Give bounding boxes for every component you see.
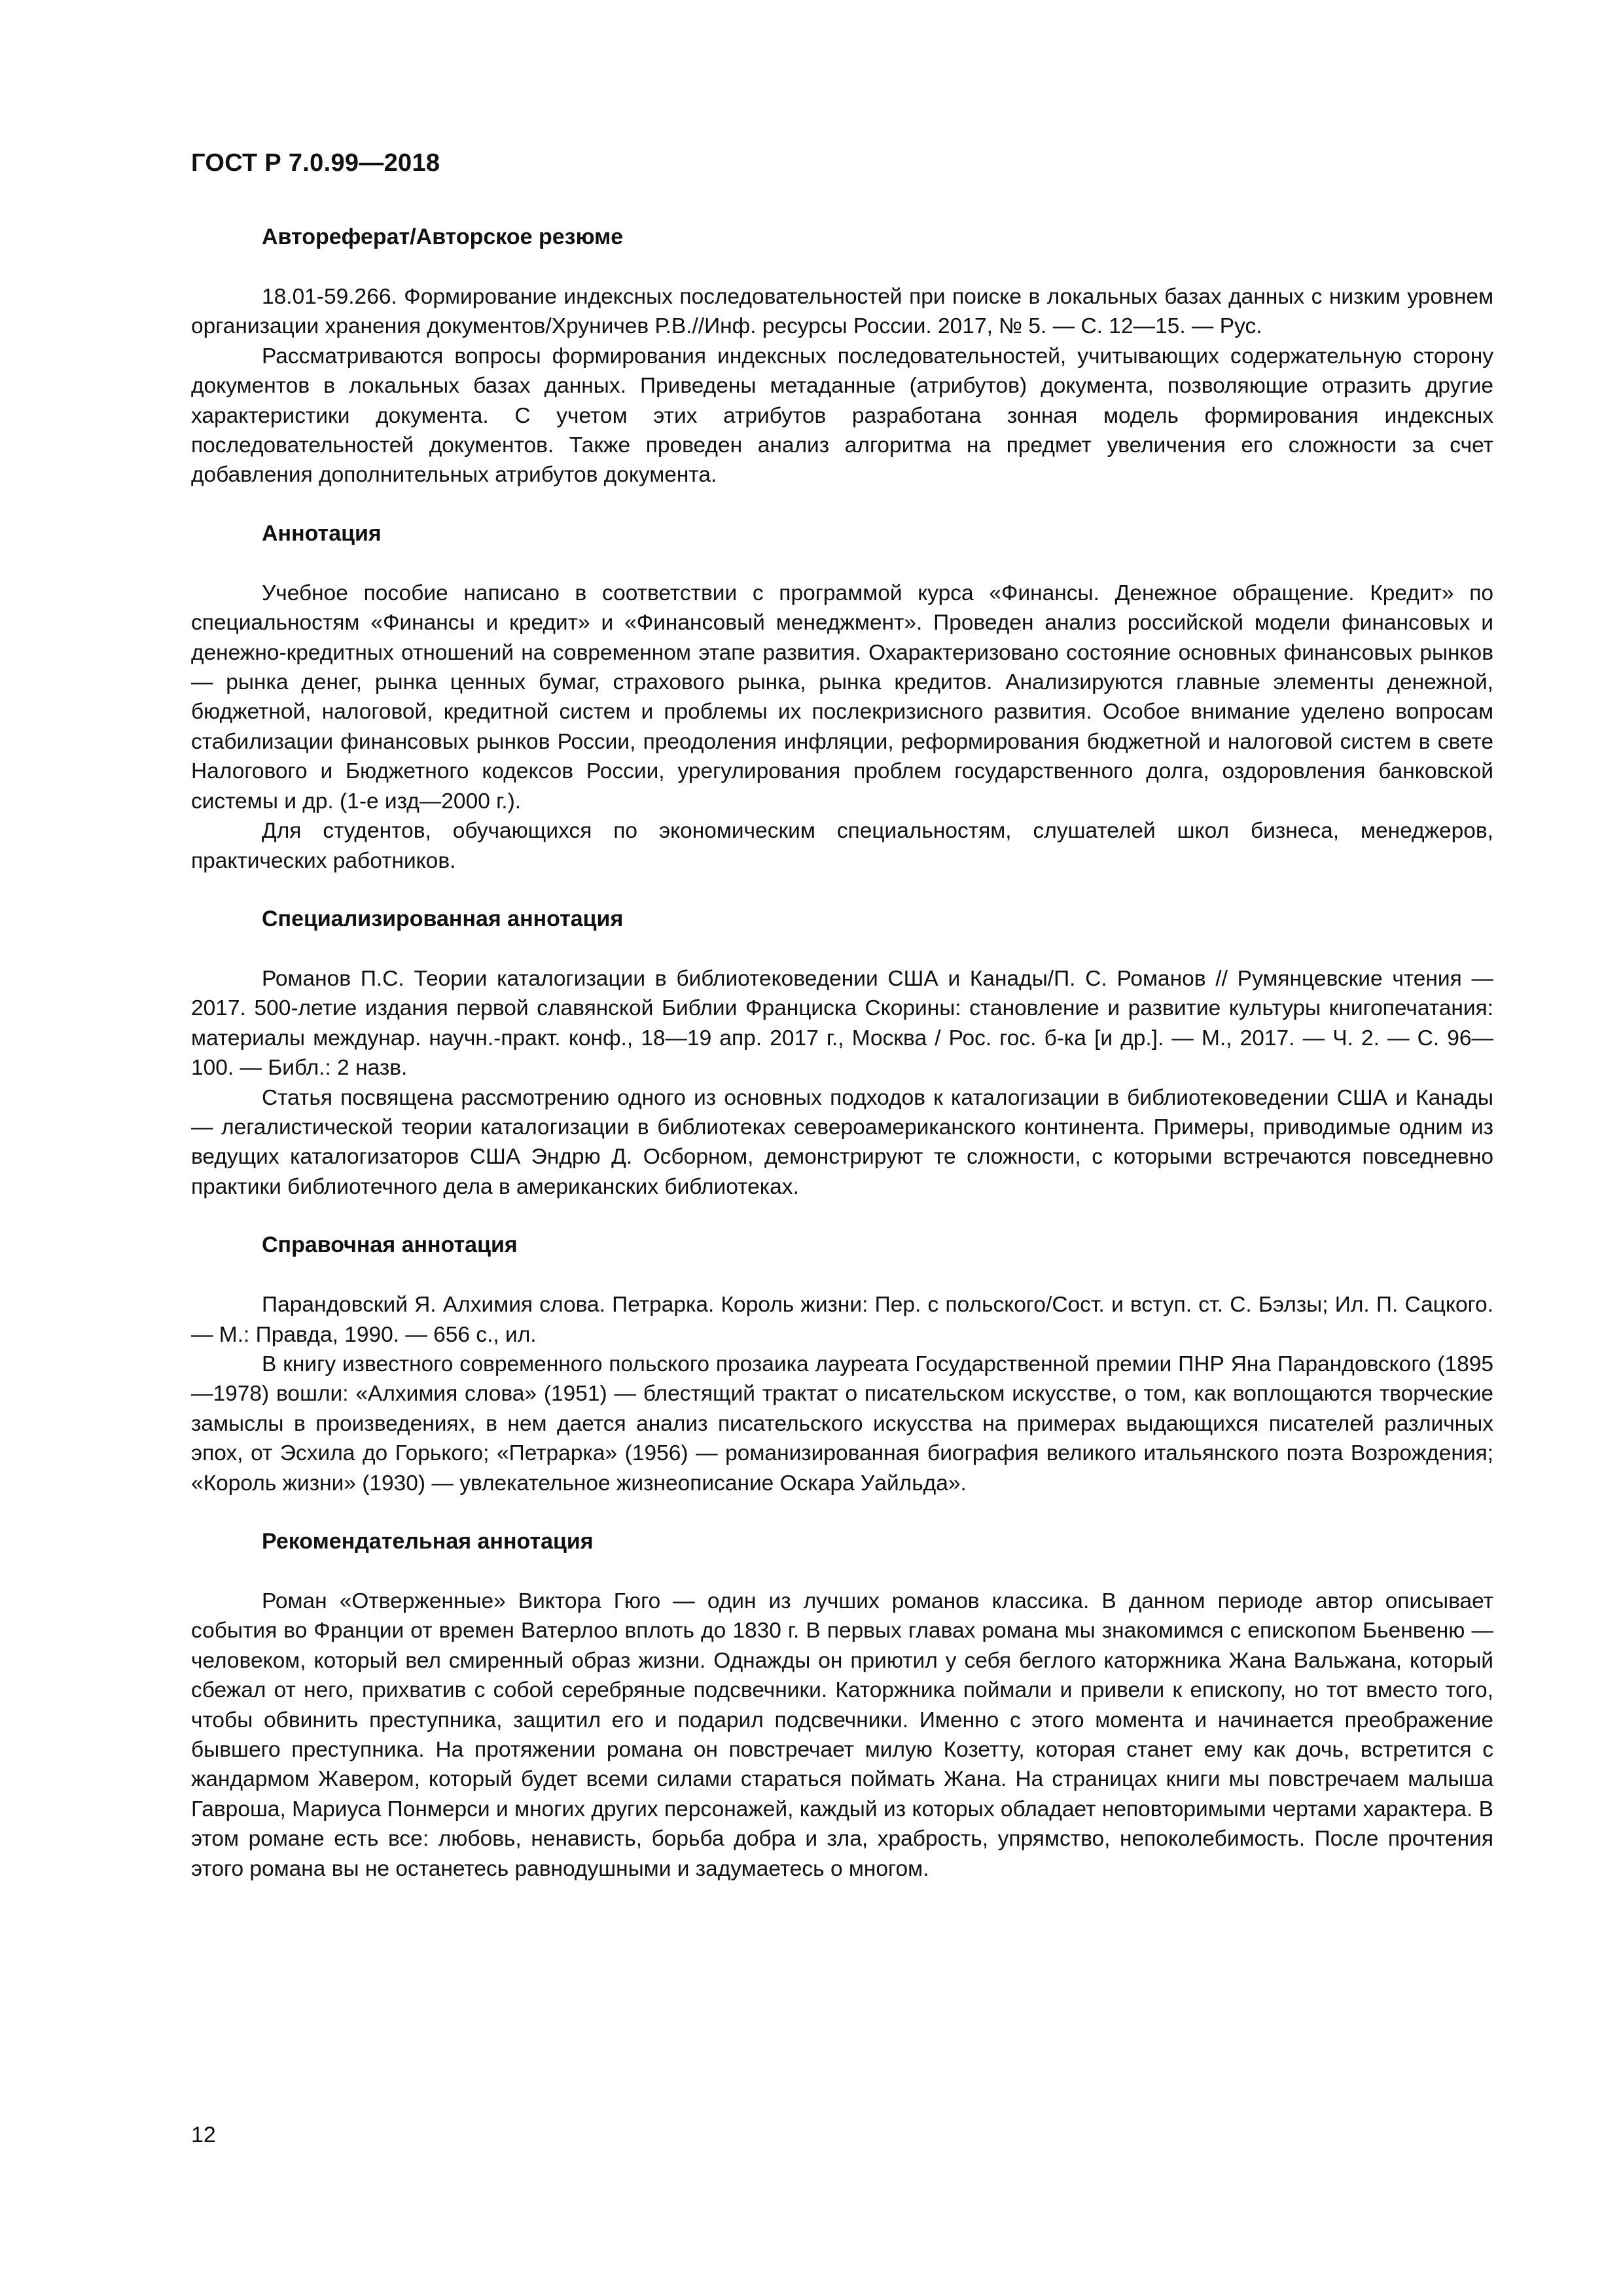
section-author-abstract (191, 223, 1493, 490)
paragraph: В книгу известного современного польского прозаика лауреата Государственной премии ПНР Яна Парандовского (1895—1978) вошли: «Алхимия слова» (1951) — блестящий трактат о писательском искусстве, о том, как воплощаются творческие замыслы в произведениях, в нем дается анализ писательского искусства на примерах выдающихся писателей различных эпох, от Эсхила до Горького; «Петрарка» (1956) — романизированная биография великого итальянского поэта Возрождения; «Король жизни» (1930) — увлекательное жизнеописание Оскара Уайльда». (191, 1352, 1493, 1496)
bibliographic-record: 18.01-59.266. Формирование индексных последовательностей при поиске в локальных базах данных с низким уровнем организации хранения документов/Хруничев Р.В.//Инф. ресурсы России. 2017, № 5. — С. 12—15. — Рус. (191, 285, 1493, 339)
section-recommendation-annotation (191, 1527, 1493, 1884)
section-title: Аннотация (262, 520, 382, 546)
section-title: Рекомендательная аннотация (262, 1529, 594, 1554)
bibliographic-record: Романов П.С. Теории каталогизации в библиотековедении США и Канады/П. С. Романов // Румянцевские чтения — 2017. 500-летие издания первой славянской Библии Франциска Скорины: становление и развитие культуры книгопечатания: материалы междунар. научн.-практ. конф., 18—19 апр. 2017 г., Москва / Рос. гос. б-ка [и др.]. — М., 2017. — Ч. 2. — С. 96—100. — Библ.: 2 назв. (191, 966, 1493, 1081)
document-body (191, 223, 1493, 1912)
bibliographic-record: Парандовский Я. Алхимия слова. Петрарка. Король жизни: Пер. с польского/Сост. и вступ. ст. С. Бэлзы; Ил. П. Сацкого. — М.: Правда, 1990. — 656 с., ил. (191, 1293, 1493, 1347)
paragraph: Статья посвящена рассмотрению одного из основных подходов к каталогизации в библиотековедении США и Канады — легалистической теории каталогизации в библиотеках североамериканского континента. Примеры, приводимые одним из ведущих каталогизаторов США Эндрю Д. Осборном, демонстрируют те сложности, с которыми встречаются повседневно практики библиотечного дела в американских библиотеках. (191, 1085, 1493, 1199)
paragraph: Для студентов, обучающихся по экономическим специальностям, слушателей школ бизнеса, менеджеров, практических работников. (191, 819, 1493, 873)
section-specialized-annotation (191, 905, 1493, 1202)
section-title: Справочная аннотация (262, 1232, 518, 1258)
paragraph: Учебное пособие написано в соответствии с программой курса «Финансы. Денежное обращение. Кредит» по специальностям «Финансы и кредит» и «Финансовый менеджмент». Проведен анализ российской модели финансовых и денежно-кредитных отношений на современном этапе развития. Охарактеризовано состояние основных финансовых рынков — рынка денег, рынка ценных бумаг, страхового рынка, рынка кредитов. Анализируются главные элементы денежной, бюджетной, налоговой, кредитной систем и проблемы их послекризисного развития. Особое внимание уделено вопросам стабилизации финансовых рынков России, преодоления инфляции, реформирования бюджетной и налоговой систем в свете Налогового и Бюджетного кодексов России, урегулирования проблем государственного долга, оздоровления банковской системы и др. (1-е изд—2000 г.). (191, 581, 1493, 814)
page-number: 12 (191, 2123, 216, 2147)
section-title: Автореферат/Авторское резюме (262, 224, 624, 249)
paragraph: Рассматриваются вопросы формирования индексных последовательностей, учитывающих содержательную сторону документов в локальных базах данных. Приведены метаданные (атрибутов) документа, позволяющие отразить другие характеристики документа. С учетом этих атрибутов разработана зонная модель формирования индексных последовательностей документов. Также проведен анализ алгоритма на предмет увеличения его сложности за счет добавления дополнительных атрибутов документа. (191, 344, 1493, 488)
document-code: ГОСТ Р 7.0.99—2018 (191, 149, 440, 177)
section-reference-annotation (191, 1230, 1493, 1498)
paragraph: Роман «Отверженные» Виктора Гюго — один из лучших романов классика. В данном периоде автор описывает события во Франции от времен Ватерлоо вплоть до 1830 г. В первых главах романа мы знакомимся с епископом Бьенвеню — человеком, который вел смиренный образ жизни. Однажды он приютил у себя беглого каторжника Жана Вальжана, который сбежал от него, прихватив с собой серебряные подсвечники. Каторжника поймали и привели к епископу, но тот вместо того, чтобы обвинить преступника, защитил его и подарил подсвечники. Именно с этого момента и начинается преображение бывшего преступника. На протяжении романа он повстречает милую Козетту, которая станет ему как дочь, встретится с жандармом Жавером, который будет всеми силами стараться поймать Жана. На страницах книги мы повстречаем малыша Гавроша, Мариуса Понмерси и многих других персонажей, каждый из которых обладает неповторимыми чертами характера. В этом романе есть все: любовь, ненависть, борьба добра и зла, храбрость, упрямство, непоколебимость. После прочтения этого романа вы не останетесь равнодушными и задумаетесь о многом. (191, 1589, 1493, 1881)
section-annotation (191, 519, 1493, 876)
section-title: Специализированная аннотация (262, 906, 624, 931)
